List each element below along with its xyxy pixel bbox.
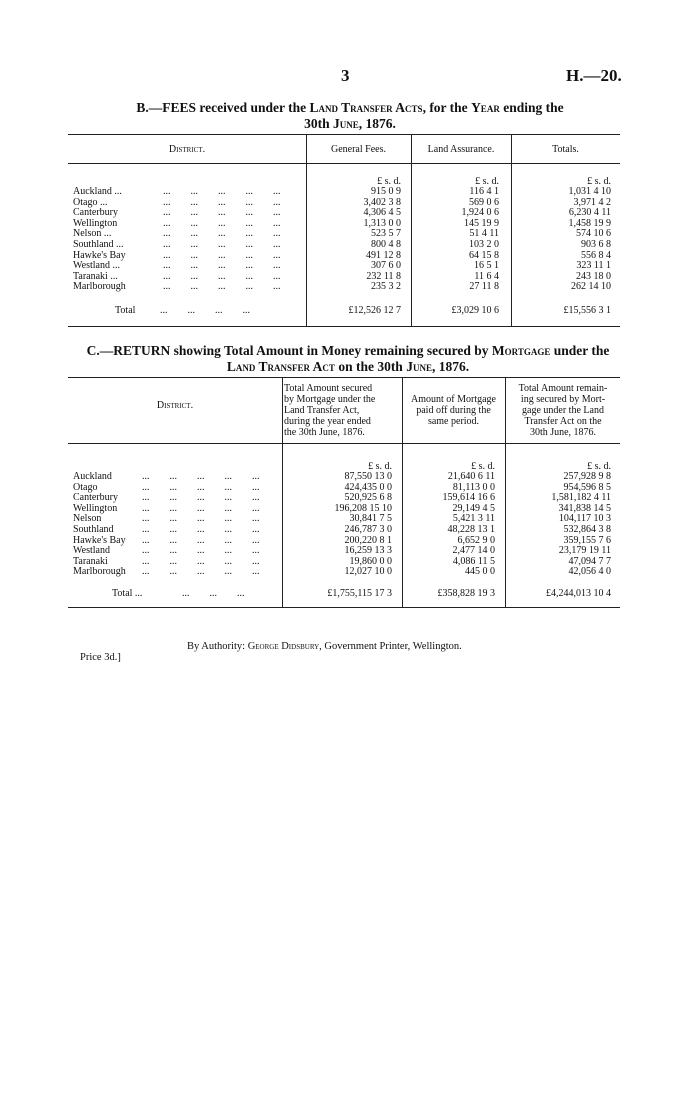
district-name: Nelson ... [73, 228, 112, 240]
table-c-bottom-rule [68, 607, 620, 608]
table-b-title: B.—FEES received under the Land Transfer Acts, for the Year ending the 30th June, 1876. [136, 100, 564, 131]
land-assurance-cell: 51 4 11 [469, 228, 499, 240]
table-b-col-general: General Fees. [331, 144, 386, 155]
table-c-total-paid: £358,828 19 3 [437, 588, 495, 599]
table-b-unit-totals: £ s. d. [587, 176, 611, 187]
table-c-col-district: District. [156, 400, 194, 411]
table-b-unit-general: £ s. d. [377, 176, 401, 187]
amount-secured-cell: 200,220 8 1 [344, 534, 392, 546]
page-number: 3 [341, 66, 350, 85]
table-c-total-label: Total ... [112, 588, 143, 599]
district-name: Westland ... [73, 260, 120, 272]
general-fees-cell: 4,306 4 5 [363, 207, 401, 219]
district-name: Taranaki [73, 555, 108, 567]
table-b-col-totals: Totals. [552, 144, 579, 155]
dot-leader: ... ... ... ... ... [142, 502, 260, 514]
table-b-total-label: Total [115, 305, 136, 316]
dot-leader: ... ... ... ... ... [142, 513, 260, 525]
table-c-col-secured: Total Amount secured by Mortgage under the Land Transfer Act, during the year ended the 30th June, 1876. [284, 383, 376, 438]
totals-cell: 243 18 0 [576, 270, 611, 282]
land-assurance-cell: 569 0 6 [469, 196, 499, 208]
amount-remaining-cell: 47,094 7 7 [568, 555, 611, 567]
amount-remaining-cell: 359,155 7 6 [563, 534, 611, 546]
district-name: Wellington [73, 502, 118, 514]
dot-leader: ... ... ... ... ... [142, 524, 260, 535]
amount-paid-off-cell: 445 0 0 [465, 566, 495, 578]
land-assurance-cell: 145 19 9 [464, 217, 499, 229]
totals-cell: 3,971 4 2 [573, 196, 611, 208]
general-fees-cell: 307 6 0 [371, 260, 401, 272]
district-name: Marlborough [73, 281, 126, 293]
district-name: Otago ... [73, 196, 108, 208]
dot-leader: ... ... ... ... ... [142, 545, 260, 557]
amount-paid-off-cell: 29,149 4 5 [452, 502, 495, 514]
dot-leader: ... ... ... ... ... [163, 270, 281, 282]
table-b-col-district: District. [168, 144, 206, 155]
district-name: Auckland [73, 471, 112, 482]
amount-secured-cell: 12,027 10 0 [344, 566, 392, 578]
table-b-unit-assurance: £ s. d. [475, 176, 499, 187]
amount-remaining-cell: 23,179 19 11 [558, 545, 611, 557]
amount-remaining-cell: 532,864 3 8 [563, 524, 611, 535]
amount-secured-cell: 16,259 13 3 [344, 545, 392, 557]
amount-paid-off-cell: 81,113 0 0 [452, 481, 495, 493]
totals-cell: 574 10 6 [576, 228, 611, 240]
amount-secured-cell: 246,787 3 0 [344, 524, 392, 535]
dot-leader: ... ... ... ... ... [163, 217, 281, 229]
amount-remaining-cell: 341,838 14 5 [558, 502, 611, 514]
table-c-total-leader: ... ... ... [182, 588, 245, 599]
district-name: Nelson [73, 513, 102, 525]
land-assurance-cell: 27 11 8 [469, 281, 499, 293]
table-b-total-totals: £15,556 3 1 [563, 305, 611, 316]
amount-paid-off-cell: 159,614 16 6 [442, 492, 495, 504]
amount-remaining-cell: 104,117 10 3 [558, 513, 611, 525]
general-fees-cell: 235 3 2 [371, 281, 401, 293]
amount-paid-off-cell: 48,228 13 1 [447, 524, 495, 535]
general-fees-cell: 3,402 3 8 [363, 196, 401, 208]
district-name: Southland ... [73, 239, 124, 250]
amount-secured-cell: 424,435 0 0 [344, 481, 392, 493]
totals-cell: 1,458 19 9 [568, 217, 611, 229]
district-name: Canterbury [73, 207, 118, 219]
dot-leader: ... ... ... ... ... [142, 566, 260, 578]
general-fees-cell: 1,313 0 0 [363, 217, 401, 229]
amount-paid-off-cell: 2,477 14 0 [452, 545, 495, 557]
price-note: Price 3d.] [80, 652, 121, 663]
district-name: Otago [73, 481, 98, 493]
amount-secured-cell: 520,925 6 8 [344, 492, 392, 504]
amount-secured-cell: 30,841 7 5 [349, 513, 392, 525]
district-name: Hawke's Bay [73, 534, 126, 546]
table-b-col-assurance: Land Assurance. [427, 144, 495, 155]
totals-cell: 903 6 8 [581, 239, 611, 250]
land-assurance-cell: 64 15 8 [469, 249, 499, 261]
totals-cell: 323 11 1 [576, 260, 611, 272]
dot-leader: ... ... ... ... ... [163, 249, 281, 261]
amount-secured-cell: 196,208 15 10 [334, 502, 392, 514]
amount-remaining-cell: 954,596 8 5 [563, 481, 611, 493]
table-b-top-rule [68, 134, 620, 135]
table-c-top-rule [68, 377, 620, 378]
dot-leader: ... ... ... ... ... [163, 228, 281, 240]
district-name: Wellington [73, 217, 118, 229]
table-b-total-assurance: £3,029 10 6 [451, 305, 499, 316]
amount-paid-off-cell: 6,652 9 0 [457, 534, 495, 546]
district-name: Southland [73, 524, 114, 535]
amount-remaining-cell: 257,928 9 8 [563, 471, 611, 482]
amount-secured-cell: 19,860 0 0 [349, 555, 392, 567]
district-name: Westland [73, 545, 110, 557]
dot-leader: ... ... ... ... ... [163, 196, 281, 208]
table-c-col-remaining: Total Amount remain- ing secured by Mort- gage under the Land Transfer Act on the 30th June, 1876. [518, 383, 608, 438]
dot-leader: ... ... ... ... ... [142, 492, 260, 504]
general-fees-cell: 915 0 9 [371, 186, 401, 197]
land-assurance-cell: 1,924 0 6 [461, 207, 499, 219]
amount-remaining-cell: 1,581,182 4 11 [551, 492, 611, 504]
table-c-col-paid: Amount of Mortgage paid off during the same period. [411, 394, 496, 427]
table-b-total-general: £12,526 12 7 [348, 305, 401, 316]
dot-leader: ... ... ... ... ... [163, 207, 281, 219]
totals-cell: 556 8 4 [581, 249, 611, 261]
general-fees-cell: 523 5 7 [371, 228, 401, 240]
dot-leader: ... ... ... ... ... [163, 186, 281, 197]
table-b-total-leader: ... ... ... ... [160, 305, 250, 316]
table-c-unit-paid: £ s. d. [471, 461, 495, 472]
general-fees-cell: 800 4 8 [371, 239, 401, 250]
dot-leader: ... ... ... ... ... [163, 281, 281, 293]
district-name: Auckland ... [73, 186, 122, 197]
district-name: Hawke's Bay [73, 249, 126, 261]
totals-cell: 262 14 10 [571, 281, 611, 293]
amount-remaining-cell: 42,056 4 0 [568, 566, 611, 578]
land-assurance-cell: 116 4 1 [469, 186, 499, 197]
amount-paid-off-cell: 21,640 6 11 [447, 471, 495, 482]
dot-leader: ... ... ... ... ... [142, 471, 260, 482]
table-c-title: C.—RETURN showing Total Amount in Money remaining secured by Mortgage under the Land Transfer Act on the 30th June, 1876. [86, 343, 610, 374]
dot-leader: ... ... ... ... ... [142, 555, 260, 567]
district-name: Taranaki ... [73, 270, 118, 282]
totals-cell: 1,031 4 10 [568, 186, 611, 197]
table-c-unit-secured: £ s. d. [368, 461, 392, 472]
dot-leader: ... ... ... ... ... [142, 534, 260, 546]
dot-leader: ... ... ... ... ... [142, 481, 260, 493]
land-assurance-cell: 103 2 0 [469, 239, 499, 250]
table-c-header-rule [68, 443, 620, 444]
totals-cell: 6,230 4 11 [568, 207, 611, 219]
district-name: Canterbury [73, 492, 118, 504]
general-fees-cell: 232 11 8 [366, 270, 401, 282]
page-reference: H.—20. [566, 66, 622, 85]
amount-secured-cell: 87,550 13 0 [344, 471, 392, 482]
amount-paid-off-cell: 4,086 11 5 [452, 555, 495, 567]
district-name: Marlborough [73, 566, 126, 578]
table-c-total-secured: £1,755,115 17 3 [327, 588, 392, 599]
general-fees-cell: 491 12 8 [366, 249, 401, 261]
dot-leader: ... ... ... ... ... [163, 239, 281, 250]
table-b-header-rule [68, 163, 620, 164]
land-assurance-cell: 11 6 4 [474, 270, 499, 282]
land-assurance-cell: 16 5 1 [474, 260, 499, 272]
table-b-bottom-rule [68, 326, 620, 327]
table-c-total-remaining: £4,244,013 10 4 [546, 588, 611, 599]
amount-paid-off-cell: 5,421 3 11 [452, 513, 495, 525]
dot-leader: ... ... ... ... ... [163, 260, 281, 272]
table-c-unit-remaining: £ s. d. [587, 461, 611, 472]
authority-line: By Authority: George Didsbury, Government Printer, Wellington. [187, 641, 462, 652]
